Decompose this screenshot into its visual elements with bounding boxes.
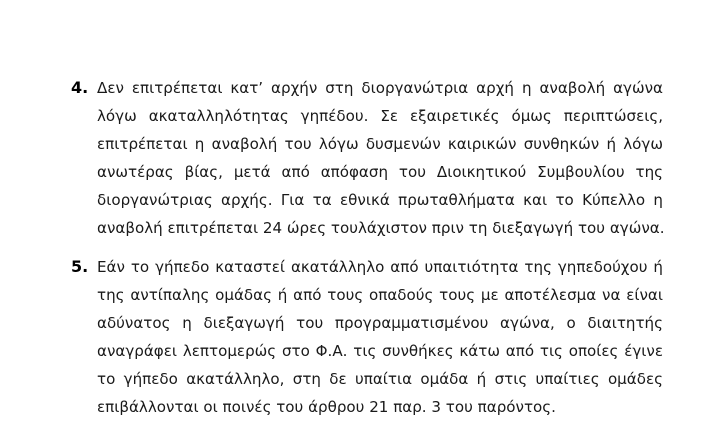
text-line: αδύνατος η διεξαγωγή του προγραμματισμένου αγώνα, ο διαιτητής <box>97 314 663 332</box>
text-line: Δεν επιτρέπεται κατ’ αρχήν στη διοργανώτρια αρχή η αναβολή αγώνα <box>97 79 663 97</box>
text-line: της αντίπαλης ομάδας ή από τους οπαδούς τους με αποτέλεσμα να είναι <box>97 286 663 304</box>
text-line: το γήπεδο ακατάλληλο, στη δε υπαίτια ομάδα ή στις υπαίτιες ομάδες <box>97 370 663 388</box>
text-line: επιτρέπεται η αναβολή του λόγω δυσμενών καιρικών συνθηκών ή λόγω <box>97 135 663 153</box>
text-line: ανωτέρας βίας, μετά από απόφαση του Διοικητικού Συμβουλίου της <box>97 163 663 181</box>
text-line: Εάν το γήπεδο καταστεί ακατάλληλο από υπαιτιότητα της γηπεδούχου ή <box>97 258 663 276</box>
text-line: διοργανώτριας αρχής. Για τα εθνικά πρωταθλήματα και το Κύπελλο η <box>97 191 663 209</box>
paragraph-number: 4. <box>71 78 89 97</box>
paragraph-number: 5. <box>71 257 89 276</box>
text-line: αναγράφει λεπτομερώς στο Φ.Α. τις συνθήκες κάτω από τις οποίες έγινε <box>97 342 663 360</box>
text-line: επιβάλλονται οι ποινές του άρθρου 21 παρ. 3 του παρόντος. <box>97 398 556 416</box>
text-line: αναβολή επιτρέπεται 24 ώρες τουλάχιστον πριν τη διεξαγωγή του αγώνα. <box>97 219 665 237</box>
paragraph-text <box>97 253 663 421</box>
text-line: λόγω ακαταλληλότητας γηπέδου. Σε εξαιρετικές όμως περιπτώσεις, <box>97 107 663 125</box>
paragraph-text <box>97 74 663 242</box>
